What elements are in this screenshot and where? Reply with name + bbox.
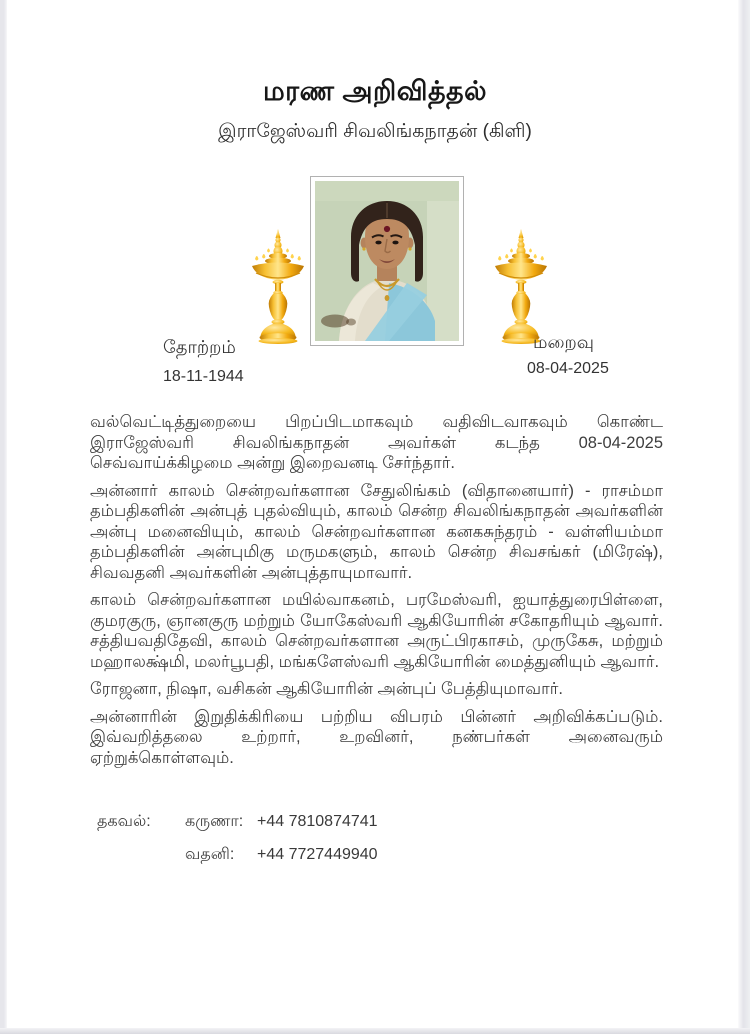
paragraph-siblings: காலம் சென்றவர்களான மயில்வாகனம், பரமேஸ்வரி, ஐயாத்துரைபிள்ளை, குமரகுரு, ஞானகுரு மற்றும் யோகேஸ்வரி ஆகியோரின் சகோதரியும் ஆவார். சத்தியவதிதேவி, காலம் சென்றவர்களான அருட்பிரகாசம், முருகேசு, மற்றும் மஹாலக்ஷ்மி, மலர்பூபதி, மங்களேஸ்வரி ஆகியோரின் மைத்துனியும் ஆவார். xyxy=(90,591,663,671)
death-date: 08-04-2025 xyxy=(527,360,609,377)
birth-label: தோற்றம் xyxy=(163,337,236,357)
page-edge-bottom xyxy=(0,1028,750,1034)
contact-label: தகவல்: xyxy=(97,813,151,830)
contact-name: கருணா: xyxy=(185,813,244,830)
paragraph-funeral-notice: அன்னாரின் இறுதிக்கிரியை பற்றிய விபரம் பின்னர் அறிவிக்கப்படும். இவ்வறித்தலை உற்றார், உறவினர், நண்பர்கள் அனைவரும் ஏற்றுக்கொள்ளவும். xyxy=(90,707,663,767)
paragraph-grandchildren: ரோஜனா, நிஷா, வசிகன் ஆகியோரின் அன்புப் பேத்தியுமாவார். xyxy=(90,680,563,698)
birth-date: 18-11-1944 xyxy=(163,368,244,385)
paragraph-family: அன்னார் காலம் சென்றவர்களான சேதுலிங்கம் (விதானையார்) - ராசம்மா தம்பதிகளின் அன்புத் புதல்வியும், காலம் சென்ற சிவலிங்கநாதன் அவர்களின் அன்பு மனைவியும், காலம் சென்றவர்களான கனகசுந்தரம் - வள்ளியம்மா தம்பதிகளின் அன்புமிகு மருமகளும், காலம் சென்ற சிவசங்கர் (மிரேஷ்), சிவவதனி அவர்களின் அன்புத்தாயுமாவார். xyxy=(90,481,663,582)
oil-lamp-icon xyxy=(246,228,310,346)
paragraph-origin: வல்வெட்டித்துறையை பிறப்பிடமாகவும் வதிவிடவாகவும் கொண்ட இராஜேஸ்வரி சிவலிங்கநாதன் அவர்கள் கடந்த 08-04-2025 செவ்வாய்க்கிழமை அன்று இறைவனடி சேர்ந்தார். xyxy=(90,413,663,472)
page-edge-right xyxy=(738,0,750,1034)
contact-name: வதனி: xyxy=(185,846,235,863)
obituary-body xyxy=(90,412,663,775)
phone-number: +44 7727449940 xyxy=(257,846,378,863)
page-title: மரண அறிவித்தல் xyxy=(262,76,488,106)
oil-lamp-icon xyxy=(489,228,553,346)
contact-section xyxy=(97,812,378,865)
portrait-photo xyxy=(310,176,464,346)
page-edge-left xyxy=(0,0,7,1034)
deceased-name: இராஜேஸ்வரி சிவலிங்கநாதன் (கிளி) xyxy=(218,121,532,142)
death-label: மறைவு xyxy=(533,332,594,352)
phone-number: +44 7810874741 xyxy=(257,813,378,830)
